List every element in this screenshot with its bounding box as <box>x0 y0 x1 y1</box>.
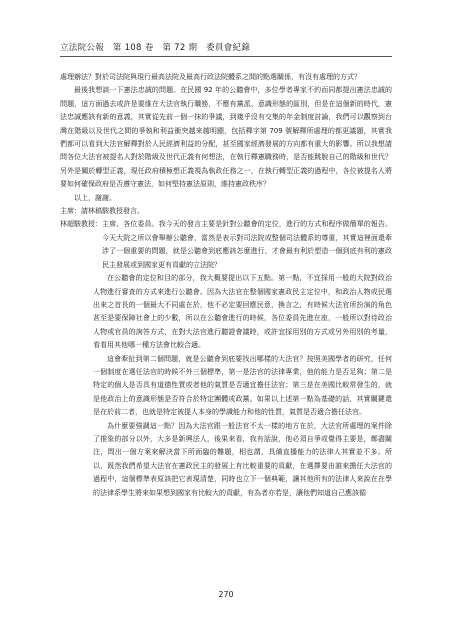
header-divider <box>60 56 392 57</box>
paragraph-continued: 處理辦法？對於司法院與現行最高法院及最高行政法院體系之間的點選關係，有沒有處理的方式？ <box>60 73 361 81</box>
speaker-text: 主席、各位委員。我今天的發言主要是針對公聽會的定位，進行的方式和程序做簡單的報告。今天大院之所以會舉辦公聽會，當然是表示對司法院或整個司法體系的尊重，其實這裡面還牽涉了一個重要的問題，就是公聽會到底應該怎麼進行，才會最有利於塑造一個到底有利的憲政民主發展或到國家更有貢獻的立法院？ <box>102 220 392 269</box>
speaker-block <box>60 218 392 272</box>
page-number: 270 <box>218 590 234 599</box>
paragraph: 最後我想談一下憲法忠誠的問題。在民國 92 年的公聽會中，多位學者專家不約而同都提出憲法忠誠的問題，這方面過去或許是要維在大法官執行職務，不應有黨派、意識形態的區別，但是在這個新的時代，憲法忠誠應該有新的意義，其實從先前一個一抹的爭議，到幾乎沒有交集的年金制度討論，我們可以觀察到台灣在階級以及世代之間的爭執和利益衝突越來越明顯，包括釋字第 709 號解釋所處理的都更議題，其實我們都可以看到大法官解釋對於人民經濟利益的分配，甚至國家經濟發展的方向都有重大的影響。所以我想請問各位大法官被提名人對於階級及世代正義有何想法，在執行釋憲職務時，是否能跳脫自己的階級和世代？另外是關於轉型正義，現任政府積極想正義視為執政任務之一，在執行轉型正義的過程中，各位被提名人將要如何確保政府是否遵守憲法，如何堅持憲法原則，維持憲政秩序？ <box>60 86 392 189</box>
gazette-header: 立法院公報 第 108 卷 第 72 期 委員會紀錄 <box>60 43 251 53</box>
speaker-name: 林超駿教授： <box>60 220 102 229</box>
paragraph: 在公聽會的定位和目的部分，我大概要提出以下五點。第一點，不宜採用一般的大院對政治人物進行審查的方式來進行公聽會。因為大法官在整個國家憲政民主定位中，和政治人物或民選出來之首長的一個最大不同處在於，他不必定要回應民意，換言之，有時候大法官所扮演的角色甚至是要保障社會上的少數，所以在公聽會進行的時候，各位委員先進在座，一般所以對待政治人物或官員的詢答方式，在對大法官進行聽證會議時，或許宜採用別的方式或另外用別的考量，看看用其他哪一種方法會比較合適。 <box>93 274 392 350</box>
paragraph-thanks: 以上，謝謝。 <box>74 193 116 202</box>
paragraph: 為什麼要強調這一點？因為大法官跟一般法官不太一樣的地方在於，大法官所處理的案件除了推象的部分以外，大多是新興法人，後果來看，我有話說，他必須自爭或覺得主要是，鄭盡關注，問出一個方案來解決當下所面臨的難題，相也謂，具備直播能力的法律人其實並不多。所以，既然我們希望大法官在憲政民主的發展上有比較重要的貢獻，在選擇要由誰來擔任大法官的過程中，這個標準表原該把它表現清楚，同時也立下一個典範，讓其他所有的法律人來說在在學的法律系學生將來如果想到國家有比較大的貢獻，有為者亦若是，讓他們知道自己應該循 <box>93 421 392 497</box>
chair-speech: 主席：請林稿駿教授發言。 <box>60 207 144 216</box>
paragraph: 這會牽扯到第二個問題，就是公聽會到底要找出哪樣的大法官？按照美國學者的研究，任何一個制度在選任法官的時候不外三個標準，第一是法官的法律專業，他的能力是否足夠；第二是特定的個人是否具有道德性質或者他的氣質是否適宜擔任法官；第三是在美國比較常發生的，就是他政治上的意識形態是否符合於特定團體或政黨。如果以上述第一點為基礎的話，其實關鍵還是在於前二者，也就是特定被提人本身的學識能力和他的性質，氣質是否適合擔任法官。 <box>93 354 392 417</box>
document-body <box>60 71 392 500</box>
